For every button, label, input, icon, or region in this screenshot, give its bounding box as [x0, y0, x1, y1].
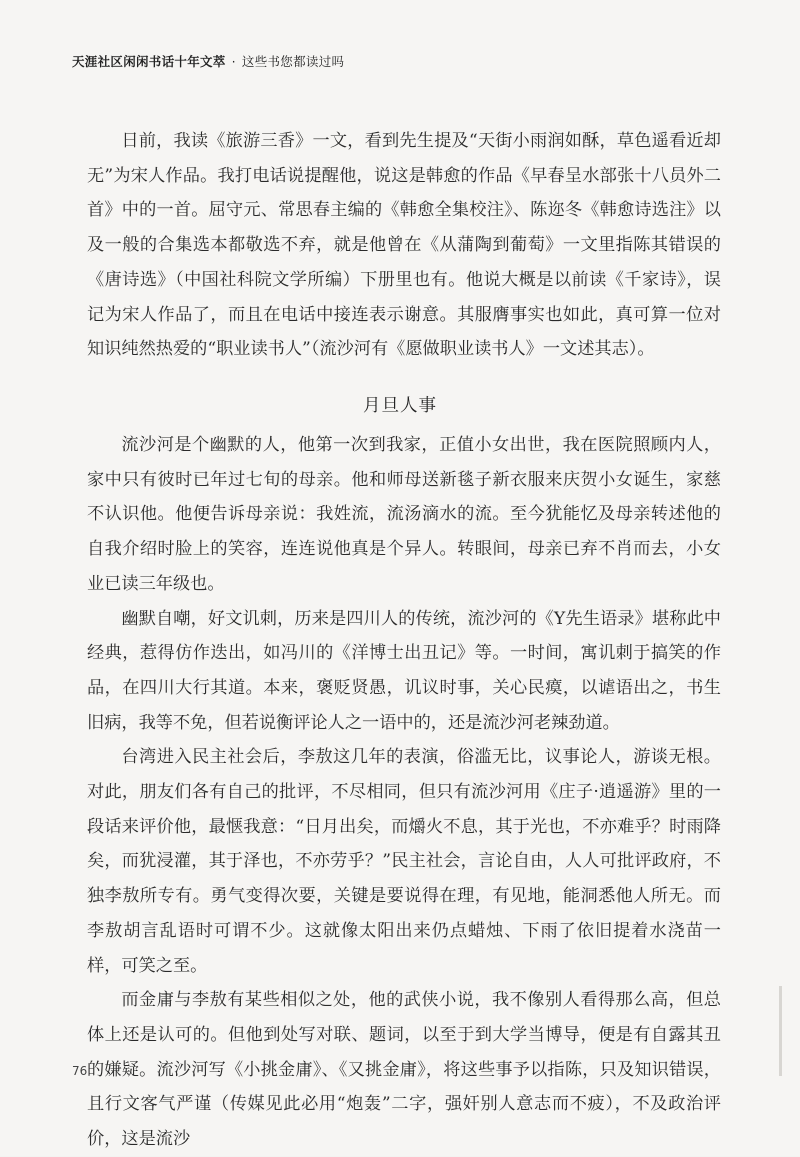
intro-paragraph: 日前，我读《旅游三香》一文，看到先生提及“天街小雨润如酥，草色遥看近却无”为宋人作品。我打电话说提醒他，说这是韩愈的作品《早春呈水部张十八员外二首》中的一首。屈守元、常思春主编的《韩愈全集校注》、陈迩冬《韩愈诗选注》以及一般的合集选本都敬选不弃，就是他曾在《从蒲陶到葡萄》一文里指陈其错误的《唐诗选》（中国社科院文学所编）下册里也有。他说大概是以前读《千家诗》，误记为宋人作品了，而且在电话中接连表示谢意。其服膺事实也如此，真可算一位对知识纯然热爱的“职业读书人”（流沙河有《愿做职业读书人》一文述其志）。 — [87, 131, 721, 360]
section-heading: 月旦人事 — [363, 396, 437, 416]
intro-text — [87, 124, 721, 367]
header-separator: · — [231, 54, 236, 69]
body-paragraph: 而金庸与李敖有某些相似之处，他的武侠小说，我不像别人看得那么高，但总体上还是认可的。但他到处写对联、题词，以至于到大学当博导，便是有自露其丑的嫌疑。流沙河写《小挑金庸》、《又挑金庸》，将这些事予以指陈，只及知识错误，且行文客气严谨（传媒见此必用“炮轰”二字，强奸别人意志而不疲），不及政治评价，这是流沙 — [87, 990, 721, 1150]
page-number: 76 — [72, 1064, 88, 1078]
book-title: 天涯社区闲闲书话十年文萃 — [72, 54, 226, 69]
body-paragraph: 台湾进入民主社会后，李敖这几年的表演，俗滥无比，议事论人，游谈无根。对此，朋友们各有自己的批评，不尽相同，但只有流沙河用《庄子·逍遥游》里的一段话来评价他，最惬我意：“日月出矣，而爝火不息，其于光也，不亦难乎？时雨降矣，而犹浸灌，其于泽也，不亦劳乎？”民主社会，言论自由，人人可批评政府，不独李敖所专有。勇气变得次要，关键是要说得在理，有见地，能洞悉他人所无。而李敖胡言乱语时可谓不少。这就像太阳出来仍点蜡烛、下雨了依旧提着水浇苗一样，可笑之至。 — [87, 747, 721, 976]
body-paragraph: 幽默自嘲，好文讥刺，历来是四川人的传统，流沙河的《Y先生语录》堪称此中经典，惹得仿作迭出，如冯川的《洋博士出丑记》等。一时间，寓讥刺于搞笑的作品，在四川大行其道。本来，褒贬贤愚，讥议时事，关心民瘼，以谑语出之，书生旧病，我等不免，但若说衡评论人之一语中的，还是流沙河老辣劲道。 — [87, 608, 721, 733]
section-body — [87, 428, 721, 1157]
chapter-subtitle: 这些书您都读过吗 — [241, 54, 345, 69]
running-header — [72, 52, 344, 70]
page-edge-shadow — [779, 986, 782, 1076]
body-paragraph: 流沙河是个幽默的人，他第一次到我家，正值小女出世，我在医院照顾内人，家中只有彼时已年过七旬的母亲。他和师母送新毯子新衣服来庆贺小女诞生，家慈不认识他。他便告诉母亲说：我姓流，流汤滴水的流。至今犹能忆及母亲转述他的自我介绍时脸上的笑容，连连说他真是个异人。转眼间，母亲已弃不肖而去，小女业已读三年级也。 — [87, 435, 721, 594]
